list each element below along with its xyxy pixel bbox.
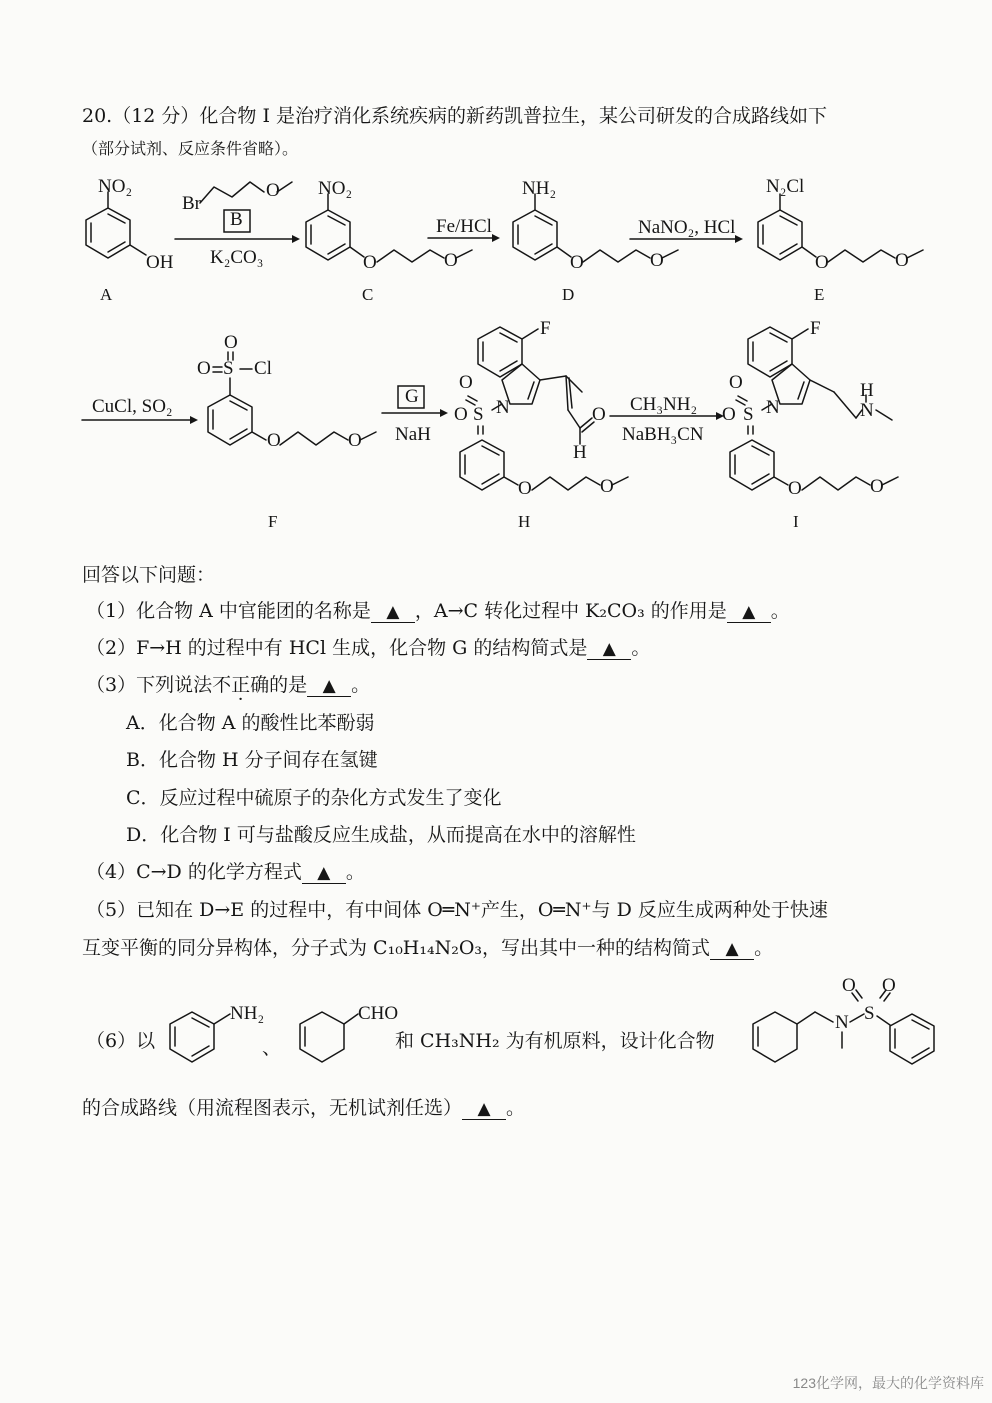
question-line-2: （部分试剂、反应条件省略）。 — [82, 139, 299, 158]
question-6-start: （6）以 — [86, 1030, 156, 1052]
compound-H-o-top: O — [459, 372, 473, 393]
compound-I-n: N — [766, 397, 780, 418]
compound-H-o-cho: O — [592, 404, 606, 425]
compound-D-nh2: NH₂ — [522, 178, 557, 199]
compound-A-no2: NO₂ — [98, 176, 133, 197]
compound-F-o2: O — [348, 430, 362, 451]
compound-H-s: S — [473, 404, 484, 425]
question-5-line-1: （5）已知在 D→E 的过程中，有中间体 O═N⁺产生，O═N⁺与 D 反应生成两种处于快速 — [86, 899, 828, 921]
compound-F-o1: O — [267, 430, 281, 451]
compound-H-h: H — [573, 442, 587, 463]
compound-I-o2: O — [870, 476, 884, 497]
compound-I-s: S — [743, 404, 754, 425]
compound-H-o-left: O — [454, 404, 468, 425]
q6-target-o1: O — [842, 975, 856, 996]
compound-I-h: H — [860, 380, 874, 401]
option-a: A．化合物 A 的酸性比苯酚弱 — [126, 712, 375, 734]
question-5-line-2: 互变平衡的同分异构体，分子式为 C₁₀H₁₄N₂O₃，写出其中一种的结构简式 ▲ 。 — [82, 937, 774, 959]
option-d: D．化合物 I 可与盐酸反应生成盐，从而提高在水中的溶解性 — [126, 824, 636, 846]
compound-F-label: F — [268, 512, 278, 531]
compound-I-o-left: O — [722, 404, 736, 425]
option-c: C．反应过程中硫原子的杂化方式发生了变化 — [126, 787, 502, 809]
reagent-nah: NaH — [395, 424, 431, 445]
q6-target-n: N — [835, 1012, 849, 1033]
watermark: 123化学网，最大的化学资料库 — [792, 1375, 984, 1391]
compound-E-o2: O — [895, 250, 909, 271]
question-line-1: 20.（12 分）化合物 I 是治疗消化系统疾病的新药凯普拉生，某公司研发的合成路线如下 — [82, 105, 828, 127]
compound-I-nh: N — [860, 400, 874, 421]
question-6-middle: 和 CH₃NH₂ 为有机原料，设计化合物 — [395, 1030, 715, 1052]
reagent-nabh3cn: NaBH₃CN — [622, 424, 704, 445]
reagent-cucl-so2: CuCl, SO₂ — [92, 396, 173, 417]
q6-target-o2: O — [882, 975, 896, 996]
reagent-B: B — [230, 209, 243, 230]
compound-H-o2: O — [600, 476, 614, 497]
compound-E-n2cl: N₂Cl — [766, 176, 805, 197]
compound-D-label: D — [562, 285, 575, 304]
reagent-br: Br — [182, 193, 201, 214]
compound-C-o2: O — [444, 250, 458, 271]
reagent-fe-hcl: Fe/HCl — [436, 216, 492, 237]
compound-I-o-top: O — [729, 372, 743, 393]
question-1: （1）化合物 A 中官能团的名称是 ▲ ，A→C 转化过程中 K₂CO₃ 的作用是 ▲ 。 — [86, 600, 790, 622]
compound-I-f: F — [810, 318, 821, 339]
q6-cho: CHO — [358, 1003, 399, 1024]
q6-separator: 、 — [262, 1037, 282, 1059]
compound-A-label: A — [100, 285, 113, 304]
q6-nh2: NH₂ — [230, 1003, 265, 1024]
compound-D-o1: O — [570, 252, 584, 273]
compound-F-cl: Cl — [254, 358, 272, 379]
question-2: （2）F→H 的过程中有 HCl 生成，化合物 G 的结构简式是 ▲ 。 — [86, 637, 651, 659]
compound-H-o1: O — [518, 478, 532, 499]
compound-F-o-left: O — [197, 358, 211, 379]
compound-A-oh: OH — [146, 252, 174, 273]
compound-C-o1: O — [363, 252, 377, 273]
question-3: （3）下列说法不正确的是 ▲ 。 — [86, 674, 371, 696]
compound-E-o1: O — [815, 252, 829, 273]
reagent-G: G — [405, 386, 419, 407]
compound-F-s: S — [223, 358, 234, 379]
reagent-k2co3: K₂CO₃ — [210, 247, 264, 268]
compound-F-o-top: O — [224, 332, 238, 353]
answer-intro: 回答以下问题： — [82, 564, 216, 586]
compound-C-no2: NO₂ — [318, 178, 353, 199]
compound-C-label: C — [362, 285, 374, 304]
compound-H-n: N — [496, 397, 510, 418]
compound-D-o2: O — [650, 250, 664, 271]
reagent-ch3nh2: CH₃NH₂ — [630, 394, 698, 415]
option-b: B．化合物 H 分子间存在氢键 — [126, 749, 378, 771]
compound-H-f: F — [540, 318, 551, 339]
compound-I-o1: O — [788, 478, 802, 499]
reagent-nano2-hcl: NaNO₂, HCl — [638, 217, 736, 238]
question-4: （4）C→D 的化学方程式 ▲ 。 — [86, 861, 365, 883]
question-6-line-2: 的合成路线（用流程图表示，无机试剂任选） ▲ 。 — [82, 1097, 526, 1119]
reagent-o: O — [266, 180, 280, 201]
compound-I-label: I — [793, 512, 799, 531]
compound-E-label: E — [814, 285, 825, 304]
compound-H-label: H — [518, 512, 531, 531]
q6-target-s: S — [864, 1003, 875, 1024]
